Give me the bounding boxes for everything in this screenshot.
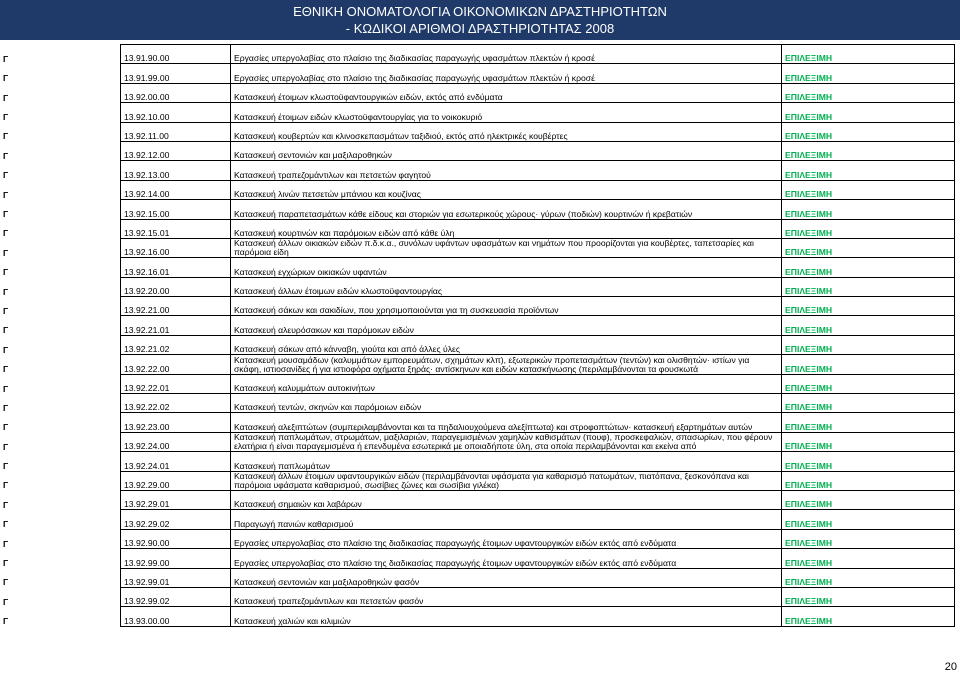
section-letter: Γ xyxy=(3,364,9,375)
eligibility-status: ΕΠΙΛΕΞΙΜΗ xyxy=(782,490,955,509)
eligibility-status: ΕΠΙΛΕΞΙΜΗ xyxy=(782,141,955,160)
table-row xyxy=(0,490,955,509)
activity-description: Κατασκευή σεντονιών και μαξιλαροθηκών φασόν xyxy=(231,568,782,587)
eligibility-status: ΕΠΙΛΕΞΙΜΗ xyxy=(782,355,955,374)
activity-code: 13.92.21.02 xyxy=(121,335,231,354)
eligibility-status: ΕΠΙΛΕΞΙΜΗ xyxy=(782,122,955,141)
eligibility-status: ΕΠΙΛΕΞΙΜΗ xyxy=(782,432,955,451)
table-row xyxy=(0,45,955,64)
table-row xyxy=(0,452,955,471)
activity-code: 13.92.14.00 xyxy=(121,180,231,199)
activity-description: Κατασκευή καλυμμάτων αυτοκινήτων xyxy=(231,374,782,393)
activity-description: Εργασίες υπεργολαβίας στο πλαίσιο της διαδικασίας παραγωγής έτοιμων υφαντουργικών ειδών εκτός από ενδύματα xyxy=(231,549,782,568)
table-row xyxy=(0,122,955,141)
activity-code: 13.92.24.01 xyxy=(121,452,231,471)
activity-description: Κατασκευή χαλιών και κιλιμιών xyxy=(231,607,782,626)
eligibility-status: ΕΠΙΛΕΞΙΜΗ xyxy=(782,374,955,393)
section-letter: Γ xyxy=(3,267,9,278)
section-letter: Γ xyxy=(3,325,9,336)
eligibility-status: ΕΠΙΛΕΞΙΜΗ xyxy=(782,452,955,471)
section-letter: Γ xyxy=(3,150,9,161)
activity-code: 13.92.00.00 xyxy=(121,83,231,102)
activity-code: 13.92.22.01 xyxy=(121,374,231,393)
activity-code: 13.91.99.00 xyxy=(121,64,231,83)
table-row xyxy=(0,374,955,393)
section-letter: Γ xyxy=(3,422,9,433)
eligibility-status: ΕΠΙΛΕΞΙΜΗ xyxy=(782,238,955,257)
table-row xyxy=(0,258,955,277)
activity-description: Κατασκευή τεντών, σκηνών και παρόμοιων ειδών xyxy=(231,394,782,413)
section-letter: Γ xyxy=(3,402,9,413)
eligibility-status: ΕΠΙΛΕΞΙΜΗ xyxy=(782,258,955,277)
section-letter: Γ xyxy=(3,228,9,239)
activity-code: 13.92.29.01 xyxy=(121,490,231,509)
section-letter: Γ xyxy=(3,519,9,530)
eligibility-status: ΕΠΙΛΕΞΙΜΗ xyxy=(782,394,955,413)
activity-description: Εργασίες υπεργολαβίας στο πλαίσιο της διαδικασίας παραγωγής υφασμάτων πλεκτών ή κροσέ xyxy=(231,64,782,83)
activity-code: 13.92.29.02 xyxy=(121,510,231,529)
eligibility-status: ΕΠΙΛΕΞΙΜΗ xyxy=(782,529,955,548)
table-row xyxy=(0,180,955,199)
eligibility-status: ΕΠΙΛΕΞΙΜΗ xyxy=(782,549,955,568)
activity-description: Κατασκευή τραπεζομάντιλων και πετσετών φαγητού xyxy=(231,161,782,180)
table-row xyxy=(0,103,955,122)
activity-description: Κατασκευή σάκων και σακιδίων, που χρησιμοποιούνται για τη συσκευασία προϊόντων xyxy=(231,297,782,316)
table-row xyxy=(0,83,955,102)
table-row xyxy=(0,549,955,568)
table-body xyxy=(0,45,955,627)
activity-code: 13.92.99.00 xyxy=(121,549,231,568)
section-letter: Γ xyxy=(3,461,9,472)
table-row xyxy=(0,64,955,83)
eligibility-status: ΕΠΙΛΕΞΙΜΗ xyxy=(782,161,955,180)
table-row xyxy=(0,219,955,238)
activity-description: Κατασκευή έτοιμων κλωστοϋφαντουργικών ειδών, εκτός από ενδύματα xyxy=(231,83,782,102)
activity-code: 13.92.29.00 xyxy=(121,471,231,490)
section-letter: Γ xyxy=(3,441,9,452)
eligibility-status: ΕΠΙΛΕΞΙΜΗ xyxy=(782,219,955,238)
table-row xyxy=(0,471,955,490)
eligibility-status: ΕΠΙΛΕΞΙΜΗ xyxy=(782,607,955,626)
activity-code: 13.92.15.00 xyxy=(121,200,231,219)
eligibility-status: ΕΠΙΛΕΞΙΜΗ xyxy=(782,180,955,199)
activity-description: Κατασκευή μουσαμάδων (καλυμμάτων εμπορευμάτων, σχημάτων κλπ), εξωτερικών προπετασμάτων (τεντών) και ολισθητών· ιστίων για σκάφη, ιστιοσανίδες ή για ιστιοφόρα οχήματα ξηράς· αντίσκηνων και ειδών κατασκήνωσης (περιλαμβάνονται τα φουσκωτά xyxy=(231,355,782,374)
table-row xyxy=(0,432,955,451)
section-letter: Γ xyxy=(3,189,9,200)
section-letter: Γ xyxy=(3,577,9,588)
table-row xyxy=(0,316,955,335)
activity-code: 13.92.21.00 xyxy=(121,297,231,316)
table-row xyxy=(0,355,955,374)
activity-code: 13.92.99.02 xyxy=(121,587,231,606)
table-row xyxy=(0,607,955,626)
activity-description: Κατασκευή παπλωμάτων xyxy=(231,452,782,471)
activity-code: 13.92.22.02 xyxy=(121,394,231,413)
eligibility-status: ΕΠΙΛΕΞΙΜΗ xyxy=(782,45,955,64)
activity-code: 13.92.15.01 xyxy=(121,219,231,238)
activity-description: Κατασκευή παπλωμάτων, στρωμάτων, μαξιλαριών, παραγεμισμένων χαμηλών καθισμάτων (πουφ), προσκεφαλιών, σπασωρίων, που φέρουν ελατήρια ή είναι παραγεμισμένα ή επενδυμένα εσωτερικά με οποιαδήποτε ύλη, στα οποία περιλαμβάνονται και εκείνα από xyxy=(231,432,782,451)
activity-code: 13.92.23.00 xyxy=(121,413,231,432)
eligibility-status: ΕΠΙΛΕΞΙΜΗ xyxy=(782,335,955,354)
section-letter: Γ xyxy=(3,499,9,510)
activity-description: Παραγωγή πανιών καθαρισμού xyxy=(231,510,782,529)
activity-code: 13.92.16.00 xyxy=(121,238,231,257)
eligibility-status: ΕΠΙΛΕΞΙΜΗ xyxy=(782,316,955,335)
section-letter: Γ xyxy=(3,92,9,103)
section-letter: Γ xyxy=(3,170,9,181)
section-letter: Γ xyxy=(3,209,9,220)
activity-code: 13.92.12.00 xyxy=(121,141,231,160)
table-row xyxy=(0,413,955,432)
table-row xyxy=(0,297,955,316)
activity-description: Κατασκευή αλευρόσακων και παρόμοιων ειδών xyxy=(231,316,782,335)
section-letter: Γ xyxy=(3,286,9,297)
eligibility-status: ΕΠΙΛΕΞΙΜΗ xyxy=(782,200,955,219)
activity-description: Κατασκευή σημαιών και λαβάρων xyxy=(231,490,782,509)
section-letter: Γ xyxy=(3,480,9,491)
activity-description: Κατασκευή εγχώριων οικιακών υφαντών xyxy=(231,258,782,277)
activity-description: Κατασκευή άλλων έτοιμων ειδών κλωστοϋφαντουργίας xyxy=(231,277,782,296)
activity-description: Εργασίες υπεργολαβίας στο πλαίσιο της διαδικασίας παραγωγής έτοιμων υφαντουργικών ειδών εκτός από ενδύματα xyxy=(231,529,782,548)
activity-code: 13.92.13.00 xyxy=(121,161,231,180)
table-row xyxy=(0,568,955,587)
activity-description: Κατασκευή κουβερτών και κλινοσκεπασμάτων ταξιδιού, εκτός από ηλεκτρικές κουβέρτες xyxy=(231,122,782,141)
table-row xyxy=(0,161,955,180)
header-subtitle: - ΚΩΔΙΚΟΙ ΑΡΙΘΜΟΙ ΔΡΑΣΤΗΡΙΟΤΗΤΑΣ 2008 xyxy=(345,21,615,36)
eligibility-status: ΕΠΙΛΕΞΙΜΗ xyxy=(782,64,955,83)
activity-description: Κατασκευή σεντονιών και μαξιλαροθηκών xyxy=(231,141,782,160)
eligibility-status: ΕΠΙΛΕΞΙΜΗ xyxy=(782,277,955,296)
activity-description: Κατασκευή κουρτινών και παρόμοιων ειδών από κάθε ύλη xyxy=(231,219,782,238)
section-letter: Γ xyxy=(3,558,9,569)
table-row xyxy=(0,238,955,257)
section-letter: Γ xyxy=(3,596,9,607)
table-row xyxy=(0,394,955,413)
activity-codes-table xyxy=(0,44,955,627)
section-letter: Γ xyxy=(3,131,9,142)
activity-description: Εργασίες υπεργολαβίας στο πλαίσιο της διαδικασίας παραγωγής υφασμάτων πλεκτών ή κροσέ xyxy=(231,45,782,64)
activity-description: Κατασκευή σάκων από κάνναβη, γιούτα και από άλλες ύλες xyxy=(231,335,782,354)
activity-description: Κατασκευή τραπεζομάντιλων και πετσετών φασόν xyxy=(231,587,782,606)
activity-code: 13.92.22.00 xyxy=(121,355,231,374)
section-letter: Γ xyxy=(3,344,9,355)
table-row xyxy=(0,200,955,219)
header-title: ΕΘΝΙΚΗ ΟΝΟΜΑΤΟΛΟΓΙΑ ΟΙΚΟΝΟΜΙΚΩΝ ΔΡΑΣΤΗΡΙΟΤΗΤΩΝ xyxy=(293,4,667,19)
section-letter: Γ xyxy=(3,53,9,64)
eligibility-status: ΕΠΙΛΕΞΙΜΗ xyxy=(782,413,955,432)
activity-code: 13.92.11.00 xyxy=(121,122,231,141)
section-letter: Γ xyxy=(3,305,9,316)
activity-code: 13.92.10.00 xyxy=(121,103,231,122)
eligibility-status: ΕΠΙΛΕΞΙΜΗ xyxy=(782,471,955,490)
activity-code: 13.91.90.00 xyxy=(121,45,231,64)
table-row xyxy=(0,335,955,354)
eligibility-status: ΕΠΙΛΕΞΙΜΗ xyxy=(782,297,955,316)
table-row xyxy=(0,277,955,296)
section-letter: Γ xyxy=(3,247,9,258)
activity-code: 13.92.24.00 xyxy=(121,432,231,451)
eligibility-status: ΕΠΙΛΕΞΙΜΗ xyxy=(782,568,955,587)
activity-code: 13.93.00.00 xyxy=(121,607,231,626)
table-row xyxy=(0,529,955,548)
activity-code: 13.92.20.00 xyxy=(121,277,231,296)
activity-code: 13.92.99.01 xyxy=(121,568,231,587)
eligibility-status: ΕΠΙΛΕΞΙΜΗ xyxy=(782,103,955,122)
page-number: 20 xyxy=(944,661,957,673)
document-header xyxy=(0,0,960,40)
table-row xyxy=(0,141,955,160)
section-letter: Γ xyxy=(3,73,9,84)
section-letter: Γ xyxy=(3,383,9,394)
eligibility-status: ΕΠΙΛΕΞΙΜΗ xyxy=(782,83,955,102)
table-row xyxy=(0,587,955,606)
table-row xyxy=(0,510,955,529)
section-letter: Γ xyxy=(3,112,9,123)
activity-description: Κατασκευή άλλων οικιακών ειδών π.δ.κ.α., συνόλων υφάντων υφασμάτων και νημάτων που προορίζονται για κουβέρτες, ταπετσαρίες και παρόμοια είδη xyxy=(231,238,782,257)
section-letter: Γ xyxy=(3,616,9,627)
activity-description: Κατασκευή λινών πετσετών μπάνιου και κουζίνας xyxy=(231,180,782,199)
activity-description: Κατασκευή αλεξιπτώτων (συμπεριλαμβάνονται και τα πηδαλιουχούμενα αλεξίπτωτα) και στροφοπτώτων· κατασκευή εξαρτημάτων αυτών xyxy=(231,413,782,432)
activity-description: Κατασκευή παραπετασμάτων κάθε είδους και στοριών για εσωτερικούς χώρους· γύρων (ποδιών) κουρτινών ή κρεβατιών xyxy=(231,200,782,219)
activity-code: 13.92.90.00 xyxy=(121,529,231,548)
activity-code: 13.92.16.01 xyxy=(121,258,231,277)
activity-description: Κατασκευή έτοιμων ειδών κλωστοϋφαντουργίας για το νοικοκυριό xyxy=(231,103,782,122)
activity-description: Κατασκευή άλλων έτοιμων υφαντουργικών ειδών (περιλαμβάνονται υφάσματα για καθαρισμό πατωμάτων, πιατόπανα, ξεσκονόπανα και παρόμοια υφάσματα καθαρισμού, σωσίβιες ζώνες και σωσίβια γιλέκα) xyxy=(231,471,782,490)
section-letter: Γ xyxy=(3,538,9,549)
eligibility-status: ΕΠΙΛΕΞΙΜΗ xyxy=(782,587,955,606)
eligibility-status: ΕΠΙΛΕΞΙΜΗ xyxy=(782,510,955,529)
activity-code: 13.92.21.01 xyxy=(121,316,231,335)
